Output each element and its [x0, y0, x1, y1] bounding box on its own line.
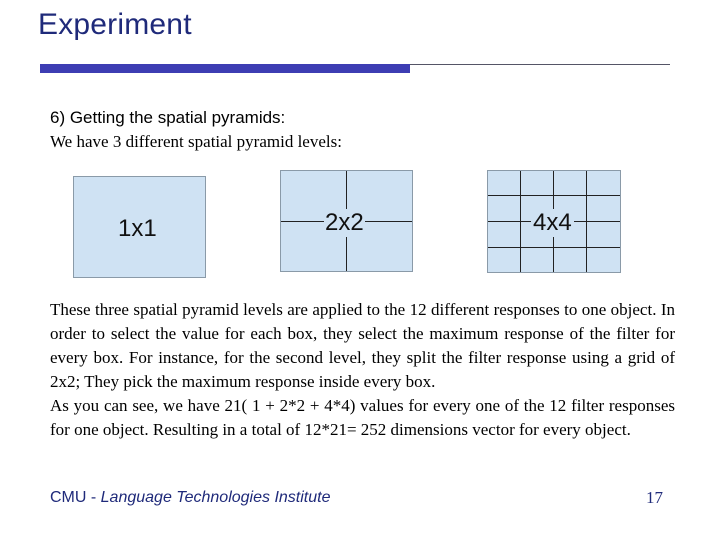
grid-divider-horizontal [488, 195, 620, 196]
pyramid-level-2x2 [280, 170, 413, 272]
pyramid-label-4x4: 4x4 [533, 209, 572, 236]
pyramid-level-4x4 [487, 170, 621, 273]
slide-title: Experiment [38, 8, 192, 41]
section-heading: 6) Getting the spatial pyramids: [50, 108, 286, 127]
footer-org-name: Language Technologies Institute [100, 489, 331, 506]
grid-divider-horizontal [488, 247, 620, 248]
body-paragraph: As you can see, we have 21( 1 + 2*2 + 4*4) values for every one of the 12 filter responses for one object. Resulting in a total of 12*21= 252 dimensions vector for every object. [50, 396, 675, 439]
footer-organization [50, 489, 330, 507]
body-text [50, 298, 675, 442]
page-number: 17 [646, 488, 663, 507]
pyramid-level-1x1 [73, 176, 206, 278]
body-paragraph: These three spatial pyramid levels are applied to the 12 different responses to one object. In order to select the value for each box, they select the maximum response of the filter for every box. For instance, for the second level, they split the filter response using a grid of 2x2; They pick the maximum response inside every box. [50, 300, 675, 391]
intro-text: We have 3 different spatial pyramid levels: [50, 132, 342, 151]
footer-org-prefix: CMU - [50, 489, 101, 506]
title-accent-bar [40, 64, 410, 73]
pyramid-label-2x2: 2x2 [325, 209, 364, 236]
title-divider-line [410, 64, 670, 65]
pyramid-label-1x1: 1x1 [118, 215, 157, 242]
